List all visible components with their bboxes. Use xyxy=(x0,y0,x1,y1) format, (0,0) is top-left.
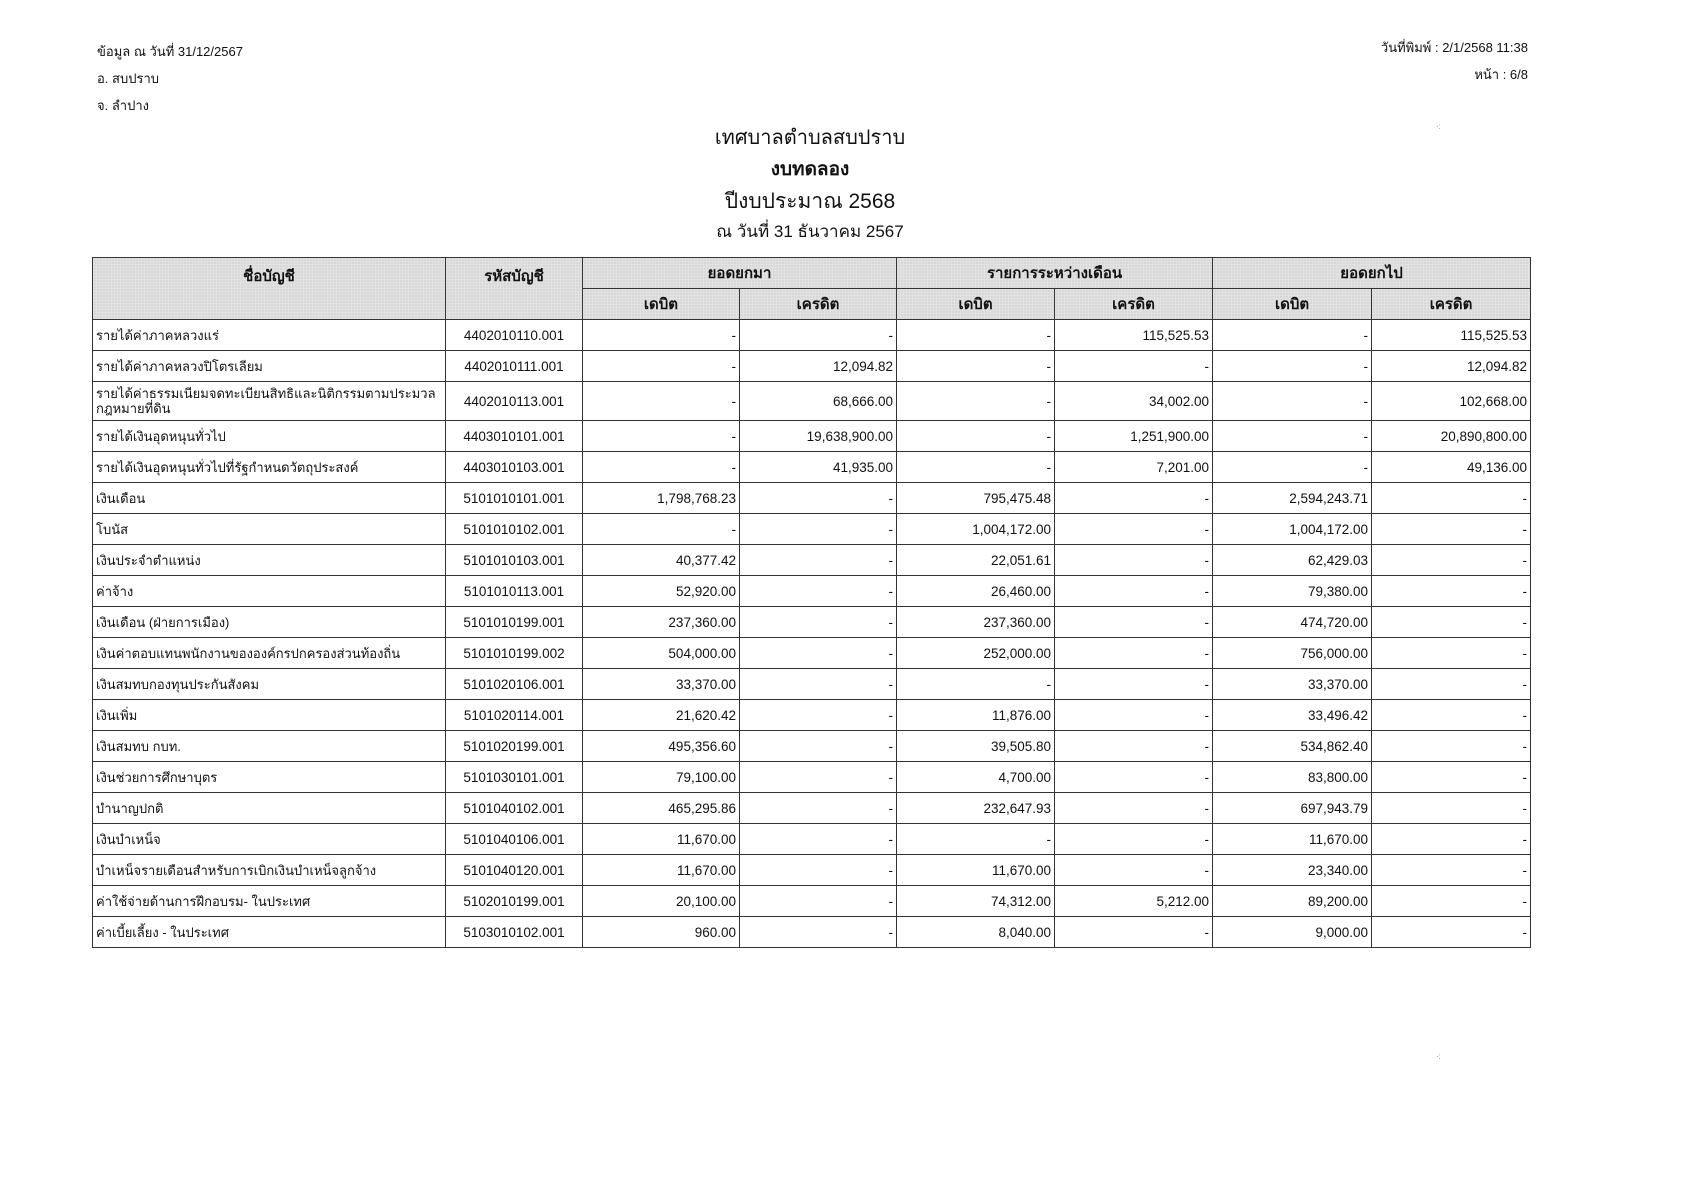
bf-credit-cell: - xyxy=(740,886,897,917)
month-debit-cell: - xyxy=(897,421,1055,452)
cf-debit-cell: 83,800.00 xyxy=(1213,762,1372,793)
cf-credit-cell: - xyxy=(1372,824,1531,855)
table-row xyxy=(93,382,1531,421)
bf-debit-cell: 79,100.00 xyxy=(583,762,740,793)
account-name-cell: รายได้ค่าธรรมเนียมจดทะเบียนสิทธิและนิติกรรมตามประมวลกฎหมายที่ดิน xyxy=(93,382,446,421)
table-header xyxy=(93,258,1531,320)
cf-debit-cell: 756,000.00 xyxy=(1213,638,1372,669)
month-credit-cell: 34,002.00 xyxy=(1055,382,1213,421)
cf-credit-cell: - xyxy=(1372,638,1531,669)
table-row xyxy=(93,452,1531,483)
month-credit-cell: - xyxy=(1055,793,1213,824)
cf-debit-cell: 474,720.00 xyxy=(1213,607,1372,638)
month-debit-cell: - xyxy=(897,320,1055,351)
cf-debit-cell: - xyxy=(1213,351,1372,382)
account-code-cell: 5101030101.001 xyxy=(446,762,583,793)
cf-credit-cell: 12,094.82 xyxy=(1372,351,1531,382)
account-name-cell: โบนัส xyxy=(93,514,446,545)
month-debit-cell: 39,505.80 xyxy=(897,731,1055,762)
month-credit-cell: - xyxy=(1055,607,1213,638)
account-name-cell: บำเหน็จรายเดือนสำหรับการเบิกเงินบำเหน็จลูกจ้าง xyxy=(93,855,446,886)
table-row xyxy=(93,669,1531,700)
table-row xyxy=(93,700,1531,731)
as-of-date: ณ วันที่ 31 ธันวาคม 2567 xyxy=(716,222,904,241)
month-credit-cell: - xyxy=(1055,669,1213,700)
month-debit-cell: 74,312.00 xyxy=(897,886,1055,917)
month-debit-cell: 252,000.00 xyxy=(897,638,1055,669)
table-row xyxy=(93,351,1531,382)
month-debit-cell: - xyxy=(897,452,1055,483)
cf-credit-cell: 20,890,800.00 xyxy=(1372,421,1531,452)
cf-debit-cell: 23,340.00 xyxy=(1213,855,1372,886)
month-credit-cell: - xyxy=(1055,576,1213,607)
account-code-cell: 5101040120.001 xyxy=(446,855,583,886)
header-month-credit: เครดิต xyxy=(1055,289,1213,320)
cf-debit-cell: 79,380.00 xyxy=(1213,576,1372,607)
bf-debit-cell: 33,370.00 xyxy=(583,669,740,700)
table-row xyxy=(93,731,1531,762)
month-debit-cell: 26,460.00 xyxy=(897,576,1055,607)
month-debit-cell: - xyxy=(897,824,1055,855)
bf-credit-cell: - xyxy=(740,700,897,731)
month-debit-cell: - xyxy=(897,382,1055,421)
month-debit-cell: 795,475.48 xyxy=(897,483,1055,514)
report-meta-right xyxy=(1381,34,1528,88)
cf-credit-cell: 115,525.53 xyxy=(1372,320,1531,351)
month-credit-cell: - xyxy=(1055,731,1213,762)
account-code-cell: 4402010110.001 xyxy=(446,320,583,351)
month-debit-cell: - xyxy=(897,351,1055,382)
bf-credit-cell: - xyxy=(740,824,897,855)
cf-credit-cell: 49,136.00 xyxy=(1372,452,1531,483)
month-debit-cell: 237,360.00 xyxy=(897,607,1055,638)
bf-credit-cell: - xyxy=(740,762,897,793)
month-credit-cell: - xyxy=(1055,514,1213,545)
table-row xyxy=(93,824,1531,855)
bf-credit-cell: 19,638,900.00 xyxy=(740,421,897,452)
bf-debit-cell: - xyxy=(583,421,740,452)
header-cf-debit: เดบิต xyxy=(1213,289,1372,320)
bf-credit-cell: - xyxy=(740,545,897,576)
scan-artifact: ·: xyxy=(1436,122,1441,131)
table-row xyxy=(93,855,1531,886)
account-code-cell: 5101010113.001 xyxy=(446,576,583,607)
bf-credit-cell: - xyxy=(740,514,897,545)
month-credit-cell: 115,525.53 xyxy=(1055,320,1213,351)
account-code-cell: 4403010103.001 xyxy=(446,452,583,483)
cf-debit-cell: 11,670.00 xyxy=(1213,824,1372,855)
account-code-cell: 5103010102.001 xyxy=(446,917,583,948)
bf-debit-cell: - xyxy=(583,452,740,483)
header-account-name: ชื่อบัญชี xyxy=(93,258,446,320)
account-code-cell: 5101020199.001 xyxy=(446,731,583,762)
cf-credit-cell: - xyxy=(1372,793,1531,824)
account-name-cell: เงินช่วยการศึกษาบุตร xyxy=(93,762,446,793)
bf-debit-cell: - xyxy=(583,514,740,545)
account-name-cell: บำนาญปกติ xyxy=(93,793,446,824)
month-debit-cell: 1,004,172.00 xyxy=(897,514,1055,545)
page-number: หน้า : 6/8 xyxy=(1474,67,1528,82)
account-name-cell: เงินสมทบกองทุนประกันสังคม xyxy=(93,669,446,700)
table-row xyxy=(93,607,1531,638)
month-debit-cell: 4,700.00 xyxy=(897,762,1055,793)
cf-credit-cell: - xyxy=(1372,669,1531,700)
cf-credit-cell: - xyxy=(1372,917,1531,948)
table-body xyxy=(93,320,1531,948)
account-code-cell: 5101010199.002 xyxy=(446,638,583,669)
bf-debit-cell: 495,356.60 xyxy=(583,731,740,762)
cf-credit-cell: - xyxy=(1372,700,1531,731)
bf-credit-cell: 12,094.82 xyxy=(740,351,897,382)
bf-debit-cell: 465,295.86 xyxy=(583,793,740,824)
cf-debit-cell: 33,370.00 xyxy=(1213,669,1372,700)
cf-credit-cell: - xyxy=(1372,545,1531,576)
account-name-cell: ค่าใช้จ่ายด้านการฝึกอบรม- ในประเทศ xyxy=(93,886,446,917)
cf-credit-cell: - xyxy=(1372,514,1531,545)
month-credit-cell: - xyxy=(1055,351,1213,382)
cf-debit-cell: 534,862.40 xyxy=(1213,731,1372,762)
account-name-cell: เงินสมทบ กบท. xyxy=(93,731,446,762)
table-row xyxy=(93,483,1531,514)
month-credit-cell: - xyxy=(1055,762,1213,793)
trial-balance-table xyxy=(92,257,1531,948)
account-code-cell: 5102010199.001 xyxy=(446,886,583,917)
account-code-cell: 5101020106.001 xyxy=(446,669,583,700)
cf-credit-cell: - xyxy=(1372,576,1531,607)
account-code-cell: 4402010111.001 xyxy=(446,351,583,382)
table-row xyxy=(93,793,1531,824)
scan-artifact: ·: xyxy=(1436,1052,1441,1061)
month-credit-cell: - xyxy=(1055,855,1213,886)
account-name-cell: รายได้ค่าภาคหลวงปิโตรเลียม xyxy=(93,351,446,382)
header-account-code: รหัสบัญชี xyxy=(446,258,583,320)
organization-title: เทศบาลตำบลสบปราบ xyxy=(714,127,906,149)
bf-credit-cell: - xyxy=(740,793,897,824)
header-brought-forward: ยอดยกมา xyxy=(583,258,897,289)
cf-debit-cell: 9,000.00 xyxy=(1213,917,1372,948)
bf-credit-cell: - xyxy=(740,917,897,948)
account-code-cell: 5101010102.001 xyxy=(446,514,583,545)
bf-debit-cell: - xyxy=(583,320,740,351)
header-cf-credit: เครดิต xyxy=(1372,289,1531,320)
table-row xyxy=(93,917,1531,948)
account-name-cell: เงินเดือน (ฝ่ายการเมือง) xyxy=(93,607,446,638)
header-carried-forward: ยอดยกไป xyxy=(1213,258,1531,289)
account-code-cell: 5101010101.001 xyxy=(446,483,583,514)
bf-debit-cell: - xyxy=(583,382,740,421)
report-titles xyxy=(0,122,1620,246)
bf-debit-cell: 960.00 xyxy=(583,917,740,948)
document-title: งบทดลอง xyxy=(770,159,850,180)
month-credit-cell: - xyxy=(1055,483,1213,514)
bf-debit-cell: 21,620.42 xyxy=(583,700,740,731)
account-name-cell: รายได้เงินอุดหนุนทั่วไป xyxy=(93,421,446,452)
cf-debit-cell: - xyxy=(1213,382,1372,421)
fiscal-year: ปีงบประมาณ 2568 xyxy=(724,190,896,213)
bf-credit-cell: - xyxy=(740,669,897,700)
account-name-cell: เงินเดือน xyxy=(93,483,446,514)
account-name-cell: เงินบำเหน็จ xyxy=(93,824,446,855)
month-credit-cell: - xyxy=(1055,700,1213,731)
cf-credit-cell: - xyxy=(1372,855,1531,886)
table-row xyxy=(93,886,1531,917)
month-debit-cell: 11,670.00 xyxy=(897,855,1055,886)
bf-debit-cell: 52,920.00 xyxy=(583,576,740,607)
month-credit-cell: - xyxy=(1055,917,1213,948)
cf-debit-cell: 2,594,243.71 xyxy=(1213,483,1372,514)
account-name-cell: ค่าเบี้ยเลี้ยง - ในประเทศ xyxy=(93,917,446,948)
header-during-month: รายการระหว่างเดือน xyxy=(897,258,1213,289)
bf-credit-cell: - xyxy=(740,607,897,638)
data-as-of: ข้อมูล ณ วันที่ 31/12/2567 xyxy=(97,44,243,59)
month-debit-cell: - xyxy=(897,669,1055,700)
bf-credit-cell: - xyxy=(740,576,897,607)
bf-debit-cell: 40,377.42 xyxy=(583,545,740,576)
bf-debit-cell: 1,798,768.23 xyxy=(583,483,740,514)
bf-credit-cell: - xyxy=(740,638,897,669)
account-code-cell: 4402010113.001 xyxy=(446,382,583,421)
table-row xyxy=(93,421,1531,452)
district: อ. สบปราบ xyxy=(97,71,160,86)
month-debit-cell: 22,051.61 xyxy=(897,545,1055,576)
cf-credit-cell: - xyxy=(1372,762,1531,793)
cf-credit-cell: 102,668.00 xyxy=(1372,382,1531,421)
account-code-cell: 5101010103.001 xyxy=(446,545,583,576)
bf-credit-cell: - xyxy=(740,731,897,762)
bf-debit-cell: - xyxy=(583,351,740,382)
month-credit-cell: - xyxy=(1055,638,1213,669)
month-credit-cell: 1,251,900.00 xyxy=(1055,421,1213,452)
table-row xyxy=(93,576,1531,607)
cf-debit-cell: - xyxy=(1213,320,1372,351)
bf-debit-cell: 11,670.00 xyxy=(583,824,740,855)
bf-debit-cell: 20,100.00 xyxy=(583,886,740,917)
cf-credit-cell: - xyxy=(1372,731,1531,762)
account-name-cell: รายได้เงินอุดหนุนทั่วไปที่รัฐกำหนดวัตถุประสงค์ xyxy=(93,452,446,483)
account-code-cell: 5101010199.001 xyxy=(446,607,583,638)
cf-debit-cell: 89,200.00 xyxy=(1213,886,1372,917)
table-row xyxy=(93,320,1531,351)
account-code-cell: 5101040106.001 xyxy=(446,824,583,855)
bf-credit-cell: - xyxy=(740,483,897,514)
month-debit-cell: 232,647.93 xyxy=(897,793,1055,824)
header-bf-debit: เดบิต xyxy=(583,289,740,320)
bf-debit-cell: 11,670.00 xyxy=(583,855,740,886)
header-month-debit: เดบิต xyxy=(897,289,1055,320)
bf-credit-cell: - xyxy=(740,320,897,351)
month-debit-cell: 8,040.00 xyxy=(897,917,1055,948)
bf-debit-cell: 237,360.00 xyxy=(583,607,740,638)
month-credit-cell: - xyxy=(1055,824,1213,855)
account-name-cell: เงินเพิ่ม xyxy=(93,700,446,731)
account-name-cell: รายได้ค่าภาคหลวงแร่ xyxy=(93,320,446,351)
cf-debit-cell: 62,429.03 xyxy=(1213,545,1372,576)
account-name-cell: ค่าจ้าง xyxy=(93,576,446,607)
print-date: วันที่พิมพ์ : 2/1/2568 11:38 xyxy=(1380,40,1528,55)
cf-credit-cell: - xyxy=(1372,607,1531,638)
report-meta-left xyxy=(97,38,243,119)
bf-credit-cell: - xyxy=(740,855,897,886)
account-code-cell: 5101040102.001 xyxy=(446,793,583,824)
account-name-cell: เงินค่าตอบแทนพนักงานขององค์กรปกครองส่วนท้องถิ่น xyxy=(93,638,446,669)
cf-debit-cell: 33,496.42 xyxy=(1213,700,1372,731)
cf-credit-cell: - xyxy=(1372,483,1531,514)
bf-credit-cell: 41,935.00 xyxy=(740,452,897,483)
table-row xyxy=(93,762,1531,793)
account-name-cell: เงินประจำตำแหน่ง xyxy=(93,545,446,576)
table-row xyxy=(93,545,1531,576)
table-row xyxy=(93,638,1531,669)
province: จ. ลำปาง xyxy=(97,98,150,113)
table-row xyxy=(93,514,1531,545)
cf-debit-cell: 1,004,172.00 xyxy=(1213,514,1372,545)
account-code-cell: 4403010101.001 xyxy=(446,421,583,452)
month-credit-cell: - xyxy=(1055,545,1213,576)
bf-debit-cell: 504,000.00 xyxy=(583,638,740,669)
header-bf-credit: เครดิต xyxy=(740,289,897,320)
bf-credit-cell: 68,666.00 xyxy=(740,382,897,421)
cf-debit-cell: 697,943.79 xyxy=(1213,793,1372,824)
month-debit-cell: 11,876.00 xyxy=(897,700,1055,731)
month-credit-cell: 7,201.00 xyxy=(1055,452,1213,483)
cf-credit-cell: - xyxy=(1372,886,1531,917)
cf-debit-cell: - xyxy=(1213,452,1372,483)
cf-debit-cell: - xyxy=(1213,421,1372,452)
account-code-cell: 5101020114.001 xyxy=(446,700,583,731)
month-credit-cell: 5,212.00 xyxy=(1055,886,1213,917)
